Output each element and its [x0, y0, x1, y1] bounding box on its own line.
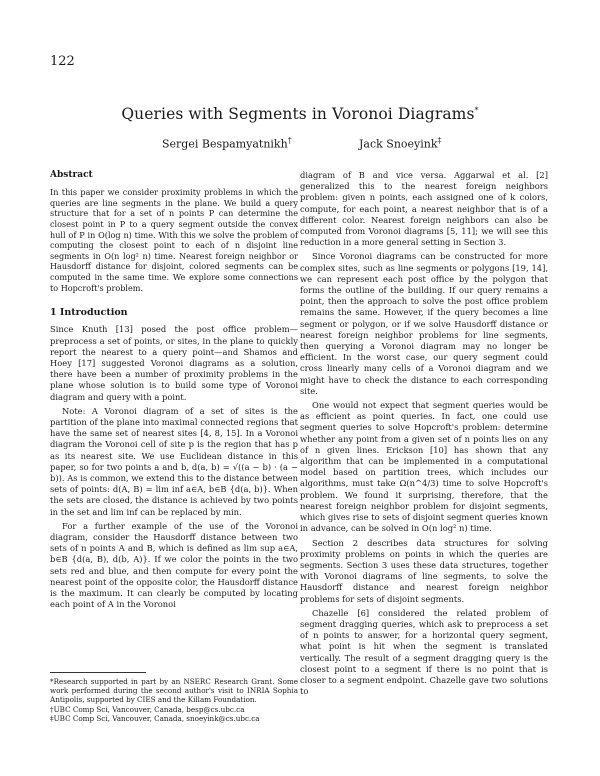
- page-number: 122: [50, 54, 75, 69]
- right-paragraph-3: One would not expect that segment queries would be as efficient as point queries. In fact, one could use segment queries to solve Hopcroft's problem: determine whether any point from a given set of n points lies on any of n given lines. Erickson [10] has shown that any algorithm that can be implemented in a computational model based on partition trees, which includes our algorithms, must take Ω(n^4/3) time to solve Hopcroft's problem. We found it surprising, therefore, that the nearest foreign neighbor problem for disjoint segments, which gives rise to sets of disjoint segment queries known in advance, can be solved in O(n log² n) time.: [300, 400, 548, 534]
- title-footnote-mark: *: [474, 105, 479, 115]
- author-2-mark: ‡: [437, 136, 442, 145]
- intro-paragraph-1: Since Knuth [13] posed the post office problem—preprocess a set of points, or sites, in the plane to quickly report the nearest to a query point—and Shamos and Hoey [17] suggested Voronoi diagrams as a solution, there have been a number of proximity problems in the plane whose solution is to build some type of Voronoi diagram and query with a point.: [50, 324, 298, 402]
- title-text: Queries with Segments in Voronoi Diagrams: [121, 105, 475, 123]
- section-heading-introduction: 1 Introduction: [50, 307, 128, 319]
- author-1-name: Sergei Bespamyatnikh: [162, 137, 288, 151]
- intro-paragraph-3: For a further example of the use of the Voronoi diagram, consider the Hausdorff distance between two sets of n points A and B, which is defined as lim sup a∈A, b∈B {d(a, B), d(b, A)}. If we color the points in the two sets red and blue, and then compute for every point the nearest point of the opposite color, the Hausdorff distance is the maximum. It can clearly be computed by locating each point of A in the Voronoi: [50, 520, 298, 610]
- author-2: [359, 136, 442, 151]
- author-1: [162, 136, 292, 151]
- footnotes: [50, 672, 298, 723]
- footnote-3: ‡UBC Comp Sci, Vancouver, Canada, snoeyink@cs.ubc.ca: [50, 713, 260, 723]
- footnote-1: *Research supported in part by an NSERC Research Grant. Some work performed during the second author's visit to INRIA Sophia Antipolis, supported by CIES and the Killam Foundation.: [50, 677, 298, 705]
- footnote-rule: [50, 672, 146, 673]
- right-paragraph-4: Section 2 describes data structures for solving proximity problems on points in which the queries are segments. Section 3 uses these data structures, together with Voronoi diagrams of line segments, to solve the Hausdorff distance and nearest foreign neighbor problems for sets of disjoint segments.: [300, 537, 548, 604]
- left-column: [50, 170, 298, 610]
- paper-title: [50, 105, 550, 123]
- right-column: [300, 170, 548, 697]
- right-paragraph-1: diagram of B and vice versa. Aggarwal et al. [2] generalized this to the nearest foreign neighbors problem: given n points, each assigned one of k colors, compute, for each point, a nearest neighbor that is of a different color. Nearest foreign neighbors can also be computed from Voronoi diagrams [5, 11]; we will see this reduction in a more general setting in Section 3.: [300, 170, 548, 248]
- abstract-text: In this paper we consider proximity problems in which the queries are line segments in the plane. We build a query structure that for a set of n points P can determine the closest point in P to a query segment outside the convex hull of P in O(log n) time. With this we solve the problem of computing the closest point to each of n disjoint line segments in O(n log² n) time. Nearest foreign neighbor or Hausdorff distance for disjoint, colored segments can be computed in the same time. We explore some connections to Hopcroft's problem.: [50, 187, 298, 293]
- abstract-heading: Abstract: [50, 170, 93, 180]
- footnote-2: †UBC Comp Sci, Vancouver, Canada, besp@cs.ubc.ca: [50, 704, 245, 714]
- intro-paragraph-2: Note: A Voronoi diagram of a set of sites is the partition of the plane into maximal connected regions that have the same set of nearest sites [4, 8, 15]. In a Voronoi diagram the Voronoi cell of site p is the region that has p as its nearest site. We use Euclidean distance in this paper, so for two points a and b, d(a, b) = √((a − b) · (a − b)). As is common, we extend this to the distance between sets of points: d(A, B) = lim inf a∈A, b∈B {d(a, b)}. When the sets are closed, the distance is achieved by two points in the set and lim inf can be replaced by min.: [50, 405, 298, 517]
- right-paragraph-2: Since Voronoi diagrams can be constructed for more complex sites, such as line segments or polygons [19, 14], we can represent each post office by the polygon that forms the outline of the building. If our query remains a point, then the approach to solve the post office problem remains the same. However, if the query becomes a line segment or polygon, or if we solve Hausdorff distance or nearest foreign neighbor problems for line segments, then querying a Voronoi diagram may no longer be efficient. In the worst case, our query segment could cross linearly many cells of a Voronoi diagram and we might have to check the distance to each corresponding site.: [300, 251, 548, 396]
- right-paragraph-5: Chazelle [6] considered the related problem of segment dragging queries, which ask to preprocess a set of n points to answer, for a horizontal query segment, what point is hit when the segment is translated vertically. The result of a segment dragging query is the closest point to a segment if there is no point that is closer to a segment endpoint. Chazelle gave two solutions to: [300, 607, 548, 697]
- author-2-name: Jack Snoeyink: [359, 137, 438, 151]
- author-1-mark: †: [287, 136, 292, 145]
